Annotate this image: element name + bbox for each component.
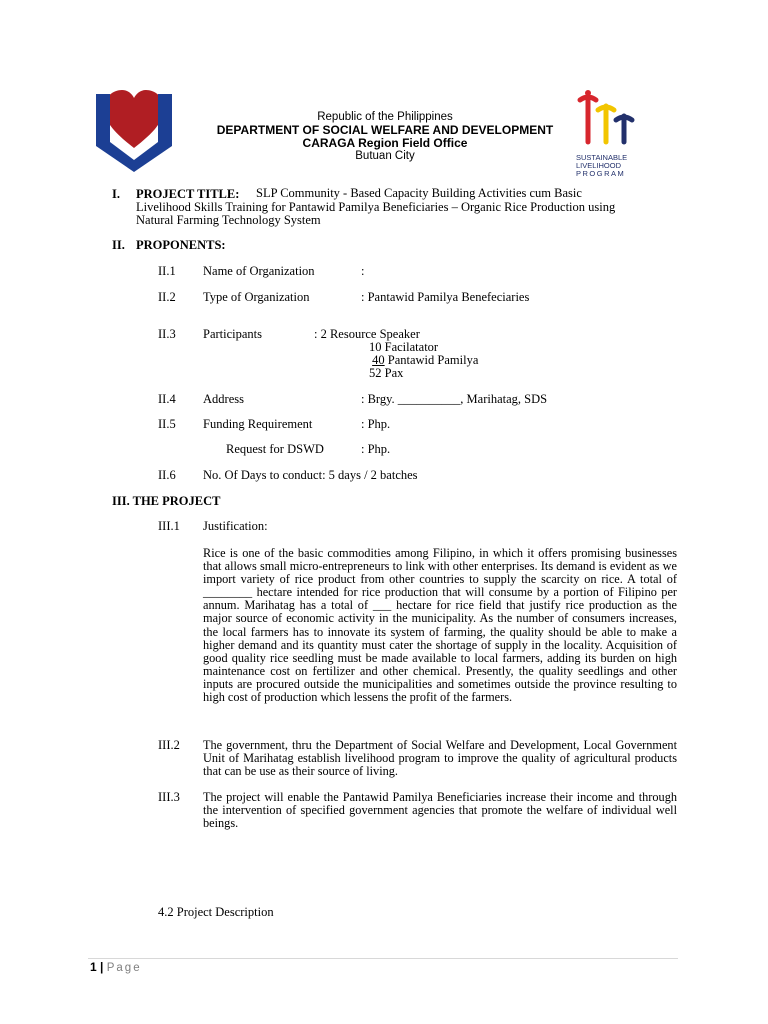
item-number: II.6 xyxy=(158,468,176,482)
republic-line: Republic of the Philippines xyxy=(317,111,453,123)
project-title-line-2: Livelihood Skills Training for Pantawid Pamilya Beneficiaries – Organic Rice Production using xyxy=(136,199,616,214)
project-title-line-3: Natural Farming Technology System xyxy=(136,213,321,227)
field-value: : Pantawid Pamilya Benefeciaries xyxy=(361,290,530,304)
item-number: II.4 xyxy=(158,392,176,406)
paragraph-3-2: The government, thru the Department of Social Welfare and Development, Local Government Unit of Marihatag establish livelihood program to improve the quality of agricultural products that can be use as their source of living. xyxy=(203,738,677,779)
dswd-heart-icon xyxy=(104,90,164,148)
field-label: Funding Requirement xyxy=(203,417,313,431)
item-number: II.3 xyxy=(158,327,176,341)
department-name: DEPARTMENT OF SOCIAL WELFARE AND DEVELOPMENT xyxy=(216,123,554,137)
slp-logo-text-1: SUSTAINABLE xyxy=(576,153,628,162)
project-title-line-1: SLP Community - Based Capacity Building Activities cum Basic xyxy=(256,186,582,200)
participants-line-2: 10 Facilatator xyxy=(369,340,439,354)
field-label: Participants xyxy=(203,327,263,341)
section-3-heading: III. THE PROJECT xyxy=(112,494,221,508)
days-to-conduct: No. Of Days to conduct: 5 days / 2 batches xyxy=(203,468,418,482)
slp-figures-icon xyxy=(576,90,646,148)
field-value: : Brgy. __________, Marihatag, SDS xyxy=(361,392,548,406)
project-description-heading: 4.2 Project Description xyxy=(158,905,274,919)
justification-paragraph: Rice is one of the basic commodities among Filipino, in which it offers promising businesses that allows small micro-entrepreneurs to link with other enterprises. Its demand is evident as we import variety of rice product from other countries to supply the scarcity on rice. A total of ________ hectare intended for rice production that will consume by a portion of Filipino per annum. Marihatag has a total of ___ hectare for rice field that justify rice production as the major source of economic activity in the municipality. As the number of consumers increases, the local farmers has to innovate its system of farming, the quality should be able to make a higher demand and its quantity must cater the shortage of supply in the locality. Acquisition of good quality rice seedling must be made available to local farmers, adding its burden on high maintenance cost on fertilizer and other chemical. Presently, the quality seedlings and other inputs are procured outside the municipalities and sometimes outside the province resulting to high cost of production which lessens the profit of the farmers. xyxy=(203,546,677,705)
dswd-logo xyxy=(94,86,174,172)
field-value: : Php. xyxy=(361,442,391,456)
field-label: Request for DSWD xyxy=(226,442,324,456)
participants-line-4: 52 Pax xyxy=(369,366,404,380)
region-office: CARAGA Region Field Office xyxy=(302,136,468,150)
participants-line-1: : 2 Resource Speaker xyxy=(314,327,420,341)
field-label: Type of Organization xyxy=(203,290,310,304)
footer-rule xyxy=(88,958,678,959)
item-number: III.2 xyxy=(158,738,180,752)
item-number: II.5 xyxy=(158,417,176,431)
city-line: Butuan City xyxy=(355,150,415,162)
slp-logo xyxy=(576,90,646,182)
item-number: III.1 xyxy=(158,519,180,533)
project-title-label: PROJECT TITLE: xyxy=(136,187,240,201)
participants-line-3: 40 Pantawid Pamilya xyxy=(372,353,479,367)
field-value: : xyxy=(361,264,365,278)
slp-logo-text-3: PROGRAM xyxy=(576,169,626,178)
field-label: Name of Organization xyxy=(203,264,315,278)
page-number: 1 xyxy=(90,960,97,974)
section-2-heading: II. PROPONENTS: xyxy=(112,238,226,252)
item-number: III.3 xyxy=(158,790,180,804)
page-footer xyxy=(90,960,142,974)
justification-label: Justification: xyxy=(203,519,268,533)
field-value: : Php. xyxy=(361,417,391,431)
field-label: Address xyxy=(203,392,244,406)
item-number: II.2 xyxy=(158,290,176,304)
letterhead xyxy=(180,111,590,163)
page-separator: | xyxy=(100,960,104,974)
paragraph-3-3: The project will enable the Pantawid Pamilya Beneficiaries increase their income and through the intervention of specified government agencies that promote the welfare of individual well beings. xyxy=(203,790,677,831)
item-number: II.1 xyxy=(158,264,176,278)
slp-logo-text-2: LIVELIHOOD xyxy=(576,161,622,170)
section-1-heading: I. PROJECT TITLE: xyxy=(112,187,240,201)
page-label: Page xyxy=(106,962,142,974)
